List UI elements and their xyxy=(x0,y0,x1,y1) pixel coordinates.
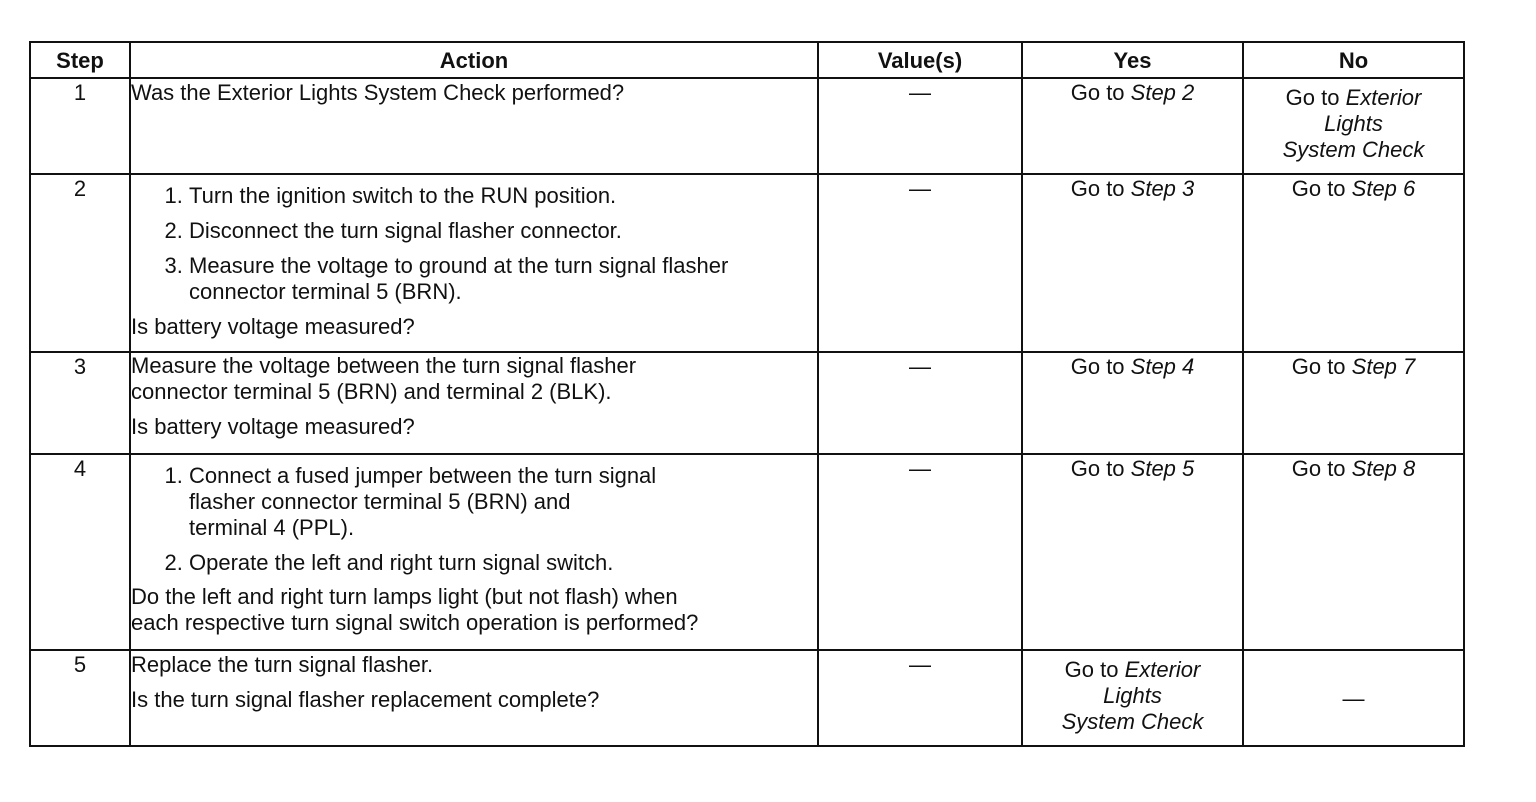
action-cell xyxy=(130,78,818,174)
substep-l2: flasher connector terminal 5 (BRN) and xyxy=(189,489,571,514)
yes-prefix: Go to xyxy=(1070,354,1131,379)
header-action: Action xyxy=(130,42,818,78)
no-prefix: Go to xyxy=(1291,354,1352,379)
step-number: 1 xyxy=(30,78,130,174)
yes-cell xyxy=(1022,650,1243,746)
value-cell: — xyxy=(818,78,1022,174)
header-yes: Yes xyxy=(1022,42,1243,78)
diagnostic-table xyxy=(29,41,1465,747)
yes-prefix: Go to xyxy=(1070,80,1131,105)
no-target-l2: Lights xyxy=(1324,111,1383,136)
yes-target-l2: Lights xyxy=(1103,683,1162,708)
yes-target: Step 5 xyxy=(1130,456,1195,481)
yes-target-l3: System Check xyxy=(1061,709,1204,734)
action-text: Was the Exterior Lights System Check performed? xyxy=(131,80,625,105)
yes-cell xyxy=(1022,454,1243,650)
yes-cell xyxy=(1022,174,1243,352)
no-cell xyxy=(1243,352,1464,454)
substep xyxy=(189,463,817,541)
no-target: Step 6 xyxy=(1351,176,1416,201)
yes-prefix: Go to xyxy=(1070,456,1131,481)
substep-l3: terminal 4 (PPL). xyxy=(189,515,355,540)
value-cell: — xyxy=(818,174,1022,352)
question-text: Is the turn signal flasher replacement complete? xyxy=(131,687,600,712)
no-target: Step 7 xyxy=(1351,354,1416,379)
header-values: Value(s) xyxy=(818,42,1022,78)
question-text-l1: Do the left and right turn lamps light (but not flash) when xyxy=(131,584,678,609)
substeps-list xyxy=(131,183,817,305)
action-text-l2: connector terminal 5 (BRN) and terminal 2 (BLK). xyxy=(131,379,612,404)
step-number: 4 xyxy=(30,454,130,650)
substep: 1. Turn the ignition switch to the RUN position. xyxy=(189,183,817,209)
no-cell xyxy=(1243,454,1464,650)
no-target-l3: System Check xyxy=(1282,137,1425,162)
no-target: Step 8 xyxy=(1351,456,1416,481)
table-row xyxy=(30,352,1464,454)
yes-cell xyxy=(1022,352,1243,454)
table-row xyxy=(30,78,1464,174)
step-number: 5 xyxy=(30,650,130,746)
header-step: Step xyxy=(30,42,130,78)
no-prefix: Go to xyxy=(1285,85,1346,110)
question-text: Is battery voltage measured? xyxy=(131,414,415,439)
action-cell xyxy=(130,454,818,650)
table-row xyxy=(30,454,1464,650)
table-row xyxy=(30,650,1464,746)
value-cell: — xyxy=(818,454,1022,650)
no-target-l1: Exterior xyxy=(1345,85,1422,110)
no-cell xyxy=(1243,174,1464,352)
no-prefix: Go to xyxy=(1291,176,1352,201)
yes-cell xyxy=(1022,78,1243,174)
substep: 3. Measure the voltage to ground at the turn signal flasher connector terminal 5 (BRN). xyxy=(189,253,817,305)
no-prefix: Go to xyxy=(1291,456,1352,481)
yes-prefix: Go to xyxy=(1070,176,1131,201)
yes-target: Step 4 xyxy=(1130,354,1195,379)
value-cell: — xyxy=(818,352,1022,454)
substep: 2. Operate the left and right turn signal switch. xyxy=(189,550,817,576)
substep-l1: Connect a fused jumper between the turn signal xyxy=(189,463,657,488)
question-text: Is battery voltage measured? xyxy=(131,314,415,339)
no-cell: — xyxy=(1243,650,1464,746)
yes-target: Step 3 xyxy=(1130,176,1195,201)
table-row xyxy=(30,174,1464,352)
action-cell xyxy=(130,650,818,746)
yes-target-l1: Exterior xyxy=(1124,657,1201,682)
step-number: 3 xyxy=(30,352,130,454)
value-cell: — xyxy=(818,650,1022,746)
substeps-list xyxy=(131,463,817,576)
yes-target: Step 2 xyxy=(1130,80,1195,105)
action-cell xyxy=(130,352,818,454)
yes-prefix: Go to xyxy=(1064,657,1125,682)
action-text-l1: Measure the voltage between the turn signal flasher xyxy=(131,353,637,378)
action-cell xyxy=(130,174,818,352)
action-text: Replace the turn signal flasher. xyxy=(131,652,434,677)
header-row xyxy=(30,42,1464,78)
step-number: 2 xyxy=(30,174,130,352)
no-cell xyxy=(1243,78,1464,174)
substep: 2. Disconnect the turn signal flasher connector. xyxy=(189,218,817,244)
question-text-l2: each respective turn signal switch operation is performed? xyxy=(131,610,699,635)
header-no: No xyxy=(1243,42,1464,78)
